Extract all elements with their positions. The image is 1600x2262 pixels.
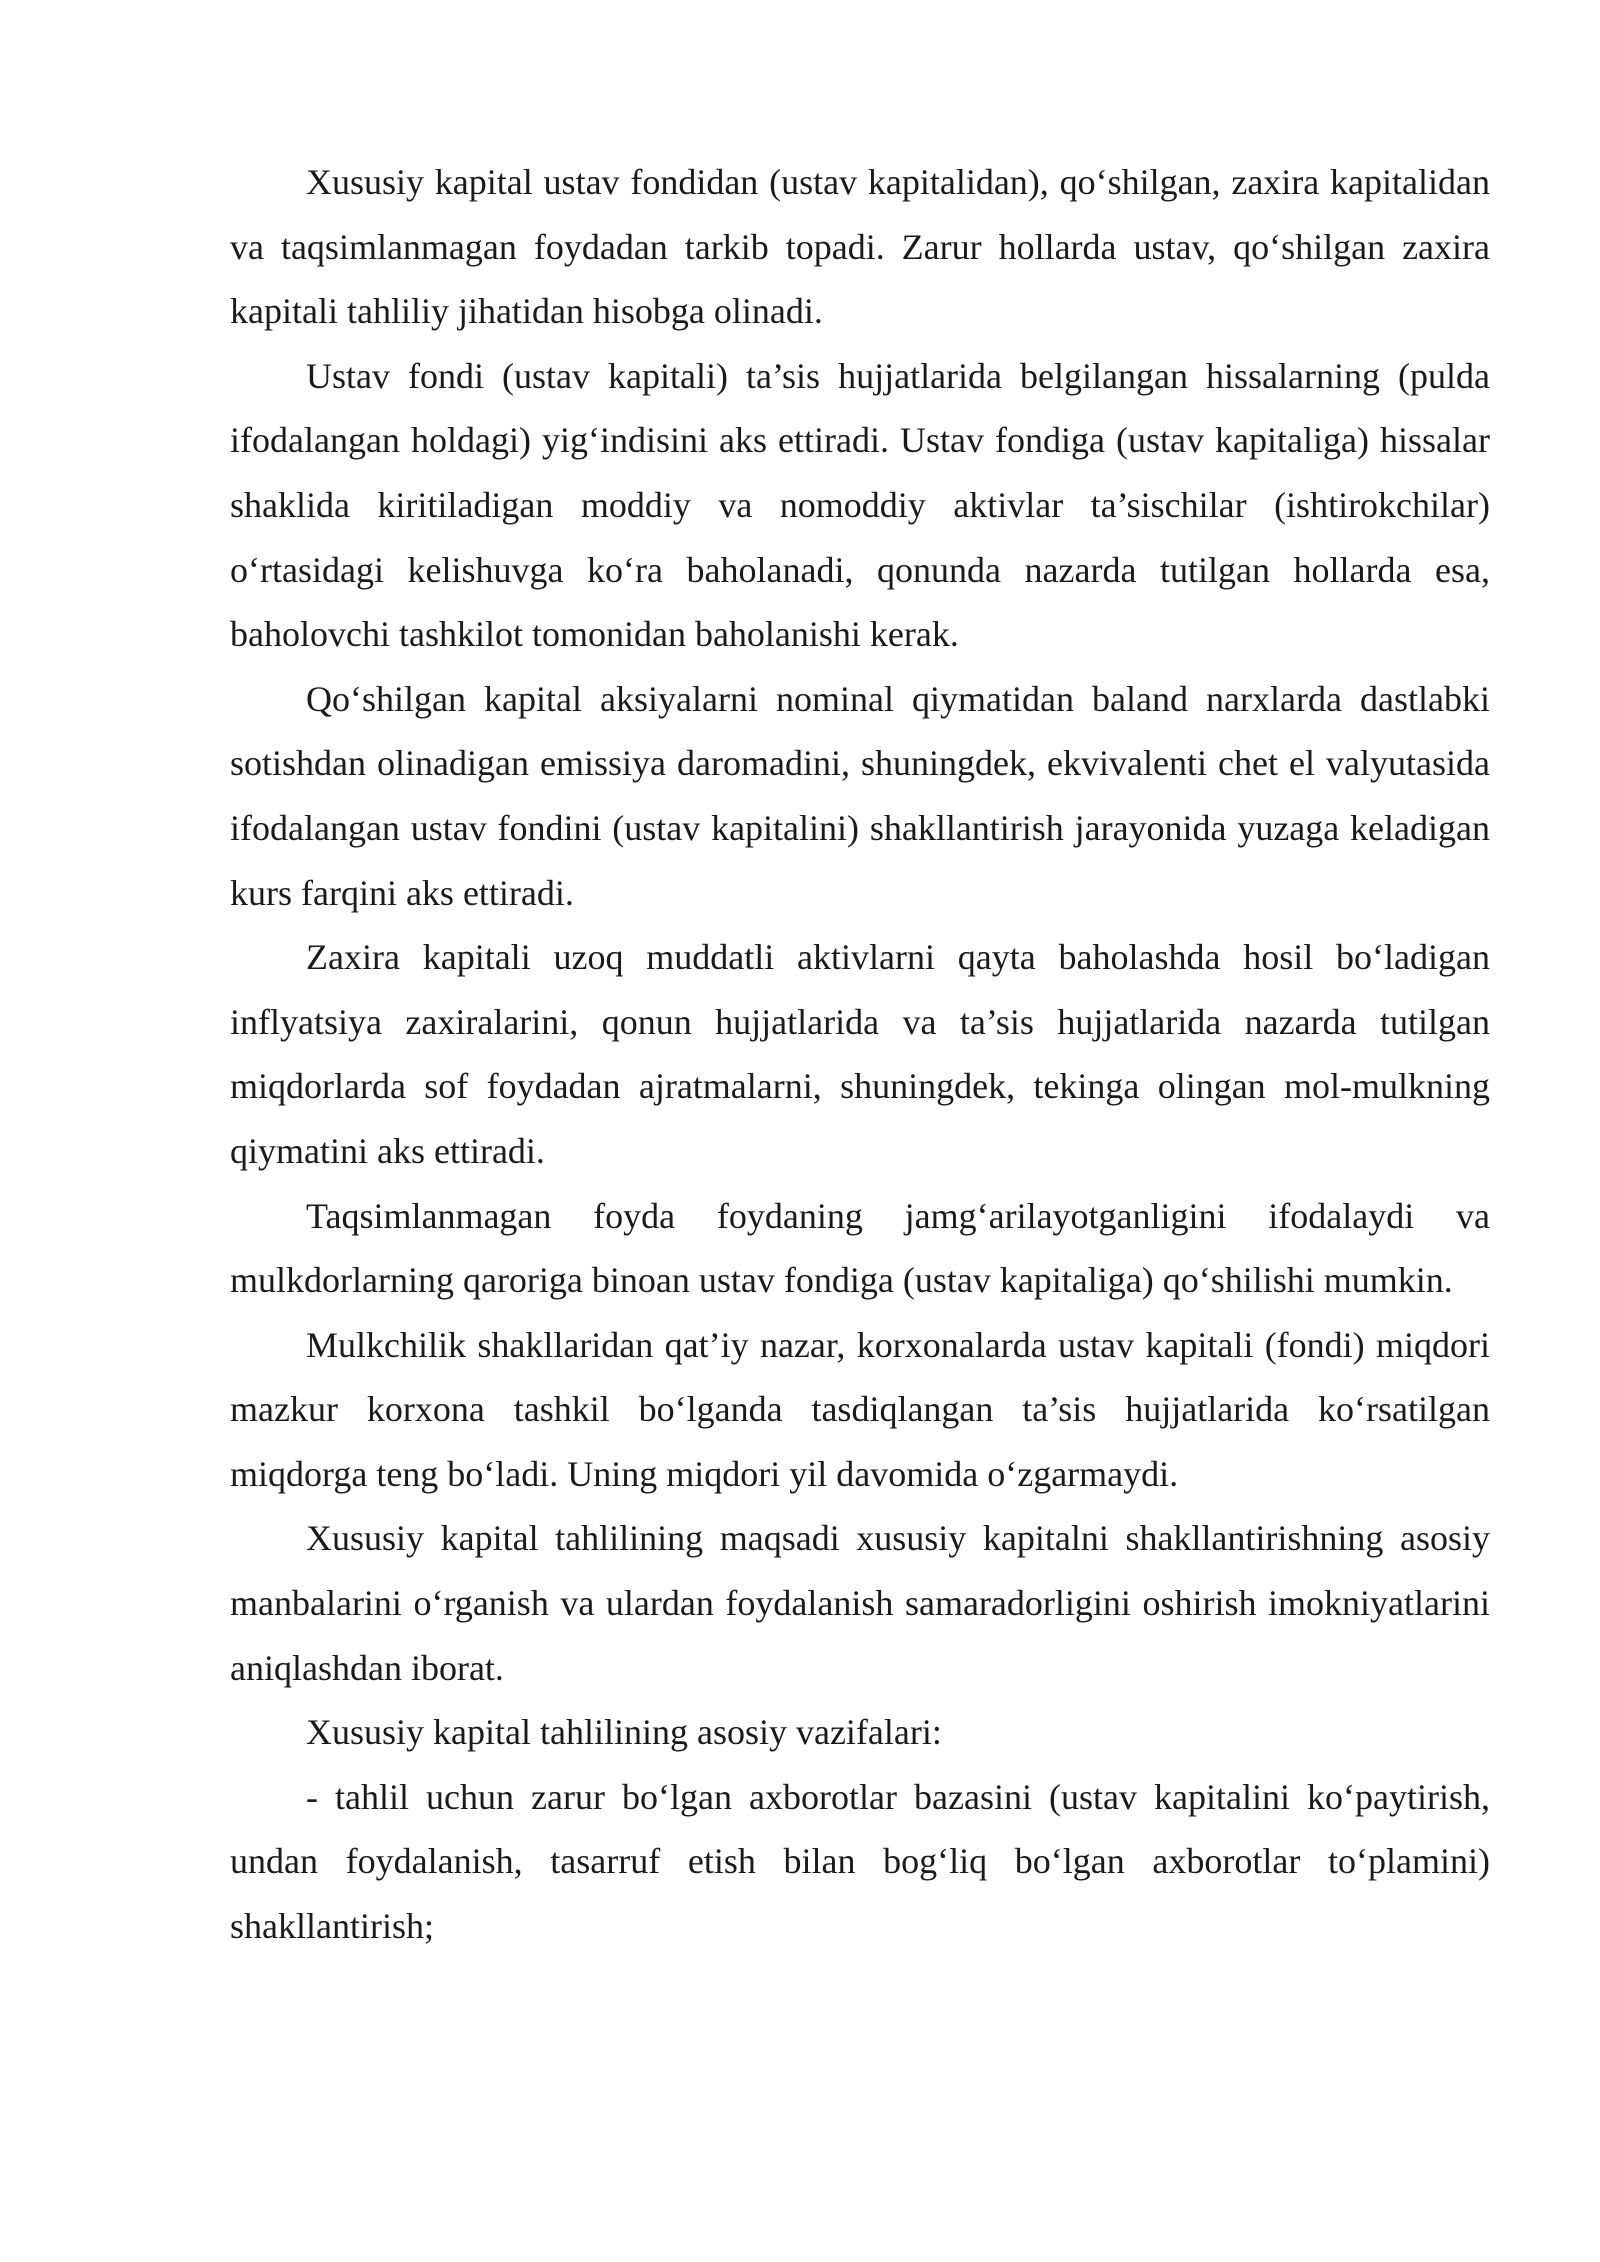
paragraph-retained-earnings: Taqsimlanmagan foyda foydaning jamg‘arilayotganligini ifodalaydi va mulkdorlarning qaroriga binoan ustav fondiga (ustav kapitaliga) qo‘shilishi mumkin. — [230, 1195, 1490, 1301]
paragraph-analysis-purpose: Xususiy kapital tahlilining maqsadi xususiy kapitalni shakllantirishning asosiy manbalarini o‘rganish va ulardan foydalanish samaradorligini oshirish imokniyatlarini aniqlashdan iborat. — [230, 1518, 1490, 1688]
paragraph-private-capital-composition: Xususiy kapital ustav fondidan (ustav kapitalidan), qo‘shilgan, zaxira kapitalidan va taqsimlanmagan foydadan tarkib topadi. Zarur hollarda ustav, qo‘shilgan zaxira kapitali tahliliy jihatidan hisobga olinadi. — [230, 162, 1490, 332]
document-page — [230, 150, 1490, 1959]
paragraph-reserve-capital: Zaxira kapitali uzoq muddatli aktivlarni qayta baholashda hosil bo‘ladigan inflyatsiya zaxiralarini, qonun hujjatlarida va ta’sis hujjatlarida nazarda tutilgan miqdorlarda sof foydadan ajratmalarni, shuningdek, tekinga olingan mol-mulkning qiymatini aks ettiradi. — [230, 937, 1490, 1171]
paragraph-charter-capital-amount: Mulkchilik shakllaridan qat’iy nazar, korxonalarda ustav kapitali (fondi) miqdori mazkur korxona tashkil bo‘lganda tasdiqlangan ta’sis hujjatlarida ko‘rsatilgan miqdorga teng bo‘ladi. Uning miqdori yil davomida o‘zgarmaydi. — [230, 1324, 1490, 1494]
paragraph-charter-fund: Ustav fondi (ustav kapitali) ta’sis hujjatlarida belgilangan hissalarning (pulda ifodalangan holdagi) yig‘indisini aks ettiradi. Ustav fondiga (ustav kapitaliga) hissalar shaklida kiritiladigan moddiy va nomoddiy aktivlar ta’sischilar (ishtirokchilar) o‘rtasidagi kelishuvga ko‘ra baholanadi, qonunda nazarda tutilgan hollarda esa, baholovchi tashkilot tomonidan baholanishi kerak. — [230, 355, 1490, 655]
paragraph-analysis-tasks-heading: Xususiy kapital tahlilining asosiy vazifalari: — [306, 1712, 942, 1753]
paragraph-additional-capital: Qo‘shilgan kapital aksiyalarni nominal qiymatidan baland narxlarda dastlabki sotishdan olinadigan emissiya daromadini, shuningdek, ekvivalenti chet el valyutasida ifodalangan ustav fondini (ustav kapitalini) shakllantirish jarayonida yuzaga keladigan kurs farqini aks ettiradi. — [230, 678, 1490, 913]
paragraph-analysis-task-item: - tahlil uchun zarur bo‘lgan axborotlar bazasini (ustav kapitalini ko‘paytirish, undan foydalanish, tasarruf etish bilan bog‘liq bo‘lgan axborotlar to‘plamini) shakllantirish; — [230, 1776, 1490, 1947]
